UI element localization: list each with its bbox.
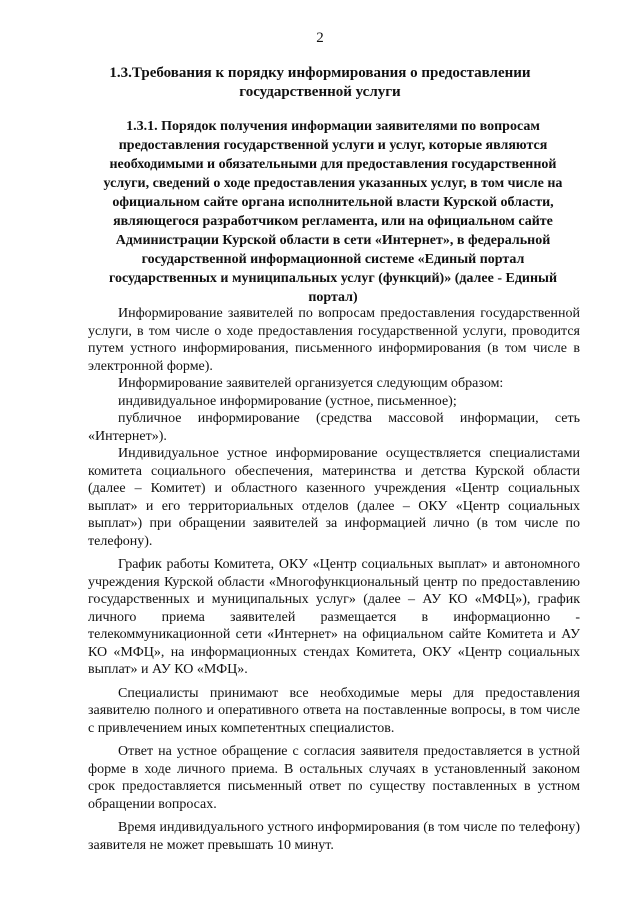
paragraph: Информирование заявителей организуется следующим образом: — [118, 376, 504, 391]
paragraph: Ответ на устное обращение с согласия заявителя предоставляется в устной форме в ходе личного приема. В остальных случаях в установленный законом срок предоставляется письменный ответ по существу поставленных в устном обращении вопросах. — [88, 744, 580, 812]
page-number: 2 — [316, 30, 324, 46]
subsection-title: 1.3.1. Порядок получения информации заявителями по вопросам предоставления государственной услуги и услуг, которые являются необходимыми и обязательными для предоставления государственной услуги, сведений о ходе предоставления указанных услуг, в том числе на официальном сайте органа исполнительной власти Курской области, являющегося разработчиком регламента, или на официальном сайте Администрации Курской области в сети «Интернет», в федеральной государственной информационной системе «Единый портал государственных и муниципальных услуг (функций)» (далее - Единый портал) — [103, 119, 563, 305]
paragraph: График работы Комитета, ОКУ «Центр социальных выплат» и автономного учреждения Курской области «Многофункциональный центр по предоставлению государственных и муниципальных услуг» (далее – АУ КО «МФЦ»), график личного приема заявителей размещается в информационно - телекоммуникационной сети «Интернет» на официальном сайте Комитета и АУ КО «МФЦ», на информационных стендах Комитета, ОКУ «Центр социальных выплат» и АУ КО «МФЦ». — [88, 557, 580, 677]
paragraph: Индивидуальное устное информирование осуществляется специалистами комитета социального обеспечения, материнства и детства Курской области (далее – Комитет) и областного казенного учреждения «Центр социальных выплат» и его территориальных отделов (далее – ОКУ «Центр социальных выплат») при обращении заявителей за информацией лично (в том числе по телефону). — [88, 446, 580, 549]
paragraph: Информирование заявителей по вопросам предоставления государственной услуги, в том числе о ходе предоставления государственной услуги, проводится путем устного информирования, письменного информирования (в том числе в электронной форме). — [88, 306, 580, 374]
section-title: 1.3.Требования к порядку информирования о предоставлении государственной услуги — [109, 65, 531, 100]
paragraph: публичное информирование (средства массовой информации, сеть «Интернет»). — [88, 411, 580, 444]
paragraph: Специалисты принимают все необходимые меры для предоставления заявителю полного и оперативного ответа на поставленные вопросы, в том числе с привлечением иных компетентных специалистов. — [88, 685, 580, 736]
paragraph: индивидуальное информирование (устное, письменное); — [118, 393, 457, 409]
paragraph: Время индивидуального устного информирования (в том числе по телефону) заявителя не может превышать 10 минут. — [88, 820, 580, 853]
document-body — [88, 305, 580, 854]
